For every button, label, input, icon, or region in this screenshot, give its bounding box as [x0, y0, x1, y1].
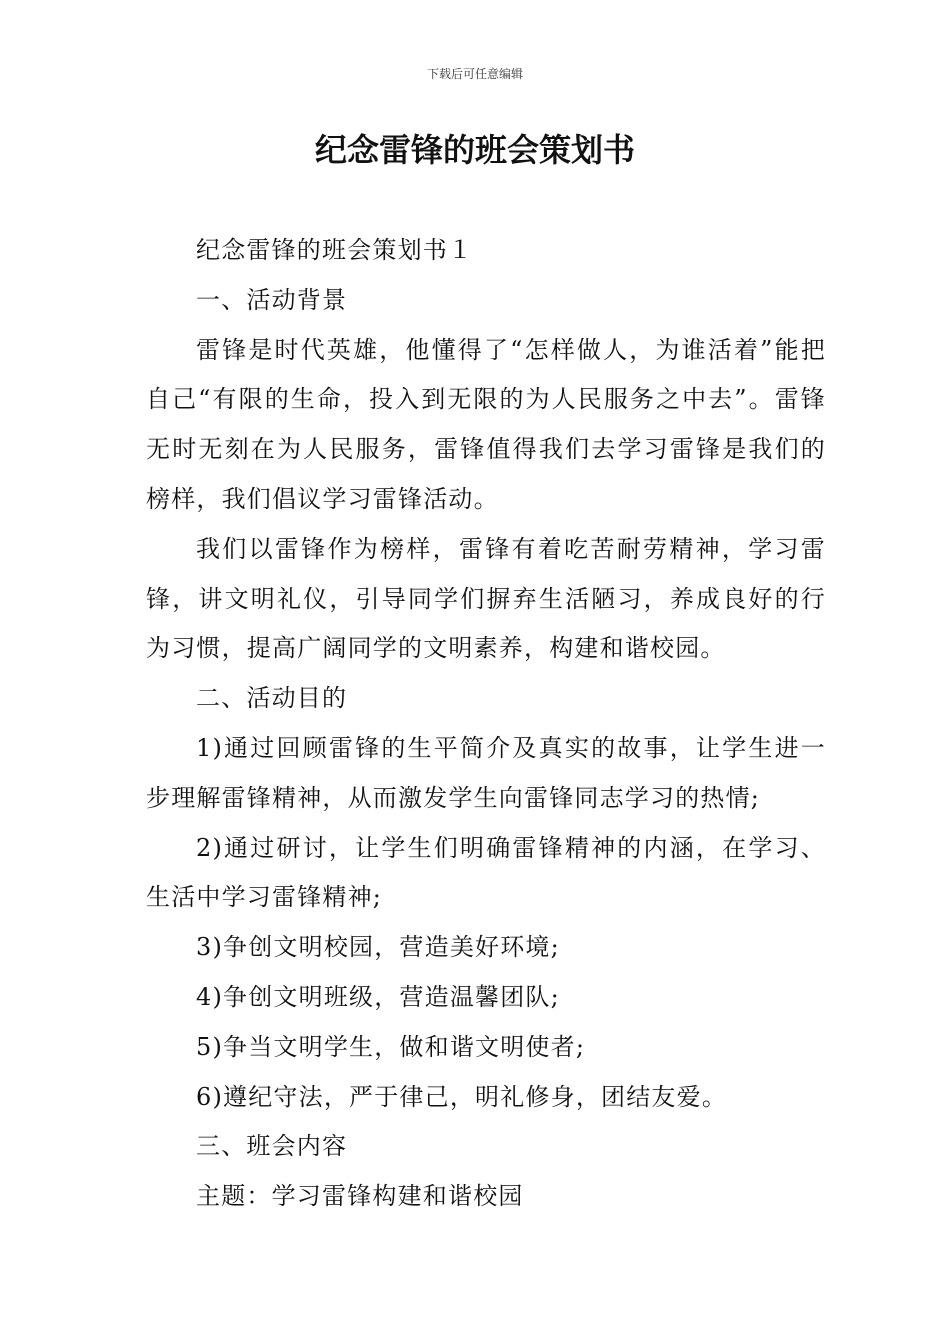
subtitle-paragraph: 纪念雷锋的班会策划书１	[196, 236, 474, 264]
goal-item-6: 6)遵纪守法，严于律己，明礼修身，团结友爱。	[196, 1082, 728, 1111]
paragraph-background-2: 我们以雷锋作为榜样，雷锋有着吃苦耐劳精神，学习雷锋，讲文明礼仪，引导同学们摒弃生活陋习，养成良好的行为习惯，提高广阔同学的文明素养，构建和谐校园。	[146, 534, 826, 663]
goal-item-5: 5)争当文明学生，做和谐文明使者;	[196, 1032, 586, 1061]
header-note: 下载后可任意编辑	[426, 67, 523, 81]
goal-item-1: 1)通过回顾雷锋的生平简介及真实的故事，让学生进一步理解雷锋精神，从而激发学生向雷锋同志学习的热情;	[146, 733, 826, 812]
section-heading-background: 一、活动背景	[196, 285, 348, 314]
document-title: 纪念雷锋的班会策划书	[314, 131, 635, 169]
section-heading-goals: 二、活动目的	[196, 684, 348, 713]
document-body	[146, 226, 826, 1222]
goal-item-2: 2)通过研讨，让学生们明确雷锋精神的内涵，在学习、生活中学习雷锋精神;	[146, 833, 826, 912]
theme-paragraph: 主题：学习雷锋构建和谐校园	[196, 1182, 524, 1211]
paragraph-background-1: 雷锋是时代英雄，他懂得了“怎样做人，为谁活着”能把自己“有限的生命，投入到无限的为人民服务之中去”。雷锋无时无刻在为人民服务，雷锋值得我们去学习雷锋是我们的榜样，我们倡议学习雷锋活动。	[146, 335, 826, 513]
goal-item-3: 3)争创文明校园，营造美好环境;	[196, 933, 560, 962]
goal-item-4: 4)争创文明班级，营造温馨团队;	[196, 982, 560, 1011]
section-heading-content: 三、班会内容	[196, 1132, 348, 1161]
